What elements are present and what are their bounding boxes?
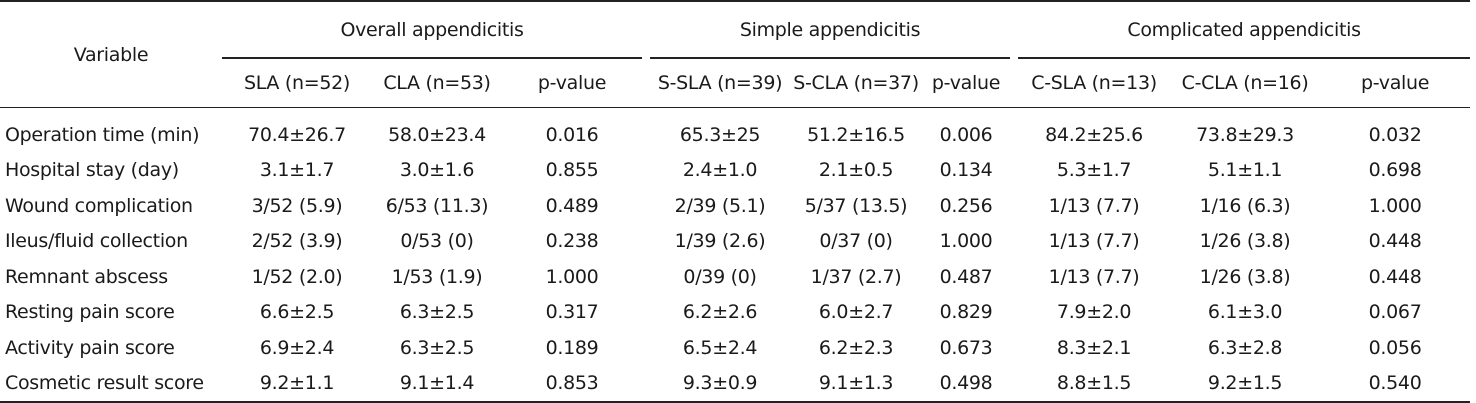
c-sla-value: 1/13 (7.7): [1048, 265, 1140, 288]
table-row: [0, 188, 1470, 224]
sla-value: 1/52 (2.0): [251, 265, 343, 288]
row-label: Remnant abscess: [5, 265, 168, 288]
subheader-cla: CLA (n=53): [383, 72, 491, 94]
p-value-complicated: 0.056: [1368, 336, 1422, 359]
p-value-simple: 0.256: [939, 194, 993, 217]
sla-value: 6.6±2.5: [259, 301, 335, 324]
s-sla-value: 0/39 (0): [683, 265, 757, 288]
cla-value: 58.0±23.4: [388, 123, 486, 146]
cla-value: 1/53 (1.9): [391, 265, 483, 288]
s-sla-value: 9.3±0.9: [650, 366, 790, 403]
cla-value: 9.1±1.4: [372, 366, 502, 403]
p-value-simple: 0.673: [939, 336, 993, 359]
p-value-complicated: 1.000: [1368, 194, 1422, 217]
sla-value: 6.9±2.4: [259, 336, 335, 359]
subheader-sla: SLA (n=52): [243, 72, 351, 94]
cell-gap: [1010, 188, 1018, 224]
c-sla-value: 7.9±2.0: [1056, 301, 1132, 324]
cla-value: 3.0±1.6: [399, 159, 475, 182]
sla-value: 9.2±1.1: [222, 366, 372, 403]
cell-gap: [1010, 295, 1018, 331]
p-value-overall: 0.189: [545, 336, 599, 359]
cell-gap: [1010, 108, 1018, 153]
s-sla-value: 6.5±2.4: [682, 336, 758, 359]
sla-value: 70.4±26.7: [248, 123, 346, 146]
c-sla-value: 1/13 (7.7): [1048, 194, 1140, 217]
subheader-p-overall: p-value: [537, 72, 607, 94]
p-value-simple: 0.134: [939, 159, 993, 182]
p-value-overall: 1.000: [545, 265, 599, 288]
row-label: Hospital stay (day): [5, 159, 179, 182]
p-value-complicated: 0.067: [1368, 301, 1422, 324]
c-cla-value: 1/26 (3.8): [1199, 265, 1291, 288]
subheader-s-sla: S-SLA (n=39): [657, 72, 783, 94]
c-cla-value: 1/16 (6.3): [1199, 194, 1291, 217]
c-cla-value: 73.8±29.3: [1196, 123, 1294, 146]
s-sla-value: 2/39 (5.1): [674, 194, 766, 217]
subheader-p-simple: p-value: [931, 72, 1001, 94]
p-value-simple: 1.000: [939, 230, 993, 253]
cell-gap: [642, 295, 650, 331]
p-value-overall: 0.855: [545, 159, 599, 182]
cla-value: 6.3±2.5: [399, 301, 475, 324]
sla-value: 3.1±1.7: [259, 159, 335, 182]
cell-gap: [1010, 259, 1018, 295]
s-cla-value: 1/37 (2.7): [810, 265, 902, 288]
p-value-complicated: 0.448: [1368, 230, 1422, 253]
group-header-row: [0, 1, 1470, 58]
p-value-simple: 0.498: [922, 366, 1010, 403]
p-value-overall: 0.489: [545, 194, 599, 217]
group-header-overall: Overall appendicitis: [222, 1, 642, 58]
p-value-complicated: 0.540: [1320, 366, 1470, 403]
row-label: Activity pain score: [5, 336, 175, 359]
s-cla-value: 9.1±1.3: [790, 366, 922, 403]
subheader-s-cla: S-CLA (n=37): [793, 72, 919, 94]
table-row: [0, 224, 1470, 260]
row-label: Operation time (min): [5, 123, 200, 146]
table-row: [0, 259, 1470, 295]
s-cla-value: 6.0±2.7: [818, 301, 894, 324]
sla-value: 2/52 (3.9): [251, 230, 343, 253]
cell-gap: [642, 259, 650, 295]
c-sla-value: 5.3±1.7: [1056, 159, 1132, 182]
cla-value: 6.3±2.5: [399, 336, 475, 359]
subheader-c-cla: C-CLA (n=16): [1181, 72, 1309, 94]
group-header-complicated: Complicated appendicitis: [1018, 1, 1470, 58]
group-header-simple: Simple appendicitis: [650, 1, 1010, 58]
s-cla-value: 51.2±16.5: [807, 123, 905, 146]
p-value-overall: 0.016: [545, 123, 599, 146]
p-value-overall: 0.853: [502, 366, 642, 403]
table-body: [0, 108, 1470, 403]
variable-header: Variable: [73, 43, 149, 66]
p-value-overall: 0.317: [545, 301, 599, 324]
c-cla-value: 1/26 (3.8): [1199, 230, 1291, 253]
p-value-complicated: 0.698: [1368, 159, 1422, 182]
c-cla-value: 6.3±2.8: [1207, 336, 1283, 359]
p-value-simple: 0.829: [939, 301, 993, 324]
row-label: Ileus/fluid collection: [5, 230, 188, 253]
group-gap: [1010, 1, 1018, 58]
p-value-complicated: 0.032: [1368, 123, 1422, 146]
subheader-c-sla: C-SLA (n=13): [1031, 72, 1157, 94]
cla-value: 6/53 (11.3): [385, 194, 489, 217]
cell-gap: [642, 188, 650, 224]
table-row: [0, 108, 1470, 153]
cell-gap: [642, 366, 650, 403]
row-label: Wound complication: [5, 194, 193, 217]
cell-gap: [1010, 366, 1018, 403]
subheader-gap: [1010, 58, 1018, 108]
row-label: Cosmetic result score: [0, 366, 222, 403]
cell-gap: [1010, 330, 1018, 366]
p-value-complicated: 0.448: [1368, 265, 1422, 288]
c-cla-value: 5.1±1.1: [1207, 159, 1283, 182]
subheader-gap: [642, 58, 650, 108]
row-label: Resting pain score: [5, 301, 175, 324]
p-value-simple: 0.006: [939, 123, 993, 146]
cla-value: 0/53 (0): [400, 230, 474, 253]
p-value-simple: 0.487: [939, 265, 993, 288]
s-cla-value: 5/37 (13.5): [804, 194, 908, 217]
s-cla-value: 2.1±0.5: [818, 159, 894, 182]
subheader-p-complicated: p-value: [1360, 72, 1430, 94]
group-gap: [642, 1, 650, 58]
c-sla-value: 84.2±25.6: [1045, 123, 1143, 146]
cell-gap: [1010, 224, 1018, 260]
cell-gap: [1010, 153, 1018, 189]
s-sla-value: 6.2±2.6: [682, 301, 758, 324]
c-sla-value: 8.3±2.1: [1056, 336, 1132, 359]
sla-value: 3/52 (5.9): [251, 194, 343, 217]
c-cla-value: 9.2±1.5: [1170, 366, 1320, 403]
cell-gap: [642, 153, 650, 189]
cell-gap: [642, 224, 650, 260]
table-row: [0, 330, 1470, 366]
s-sla-value: 65.3±25: [679, 123, 761, 146]
s-sla-value: 2.4±1.0: [682, 159, 758, 182]
c-sla-value: 8.8±1.5: [1018, 366, 1170, 403]
table-row: [0, 153, 1470, 189]
c-sla-value: 1/13 (7.7): [1048, 230, 1140, 253]
c-cla-value: 6.1±3.0: [1207, 301, 1283, 324]
p-value-overall: 0.238: [545, 230, 599, 253]
cell-gap: [642, 108, 650, 153]
table-row: [0, 366, 1470, 403]
s-cla-value: 0/37 (0): [819, 230, 893, 253]
s-cla-value: 6.2±2.3: [818, 336, 894, 359]
table-row: [0, 295, 1470, 331]
s-sla-value: 1/39 (2.6): [674, 230, 766, 253]
cell-gap: [642, 330, 650, 366]
